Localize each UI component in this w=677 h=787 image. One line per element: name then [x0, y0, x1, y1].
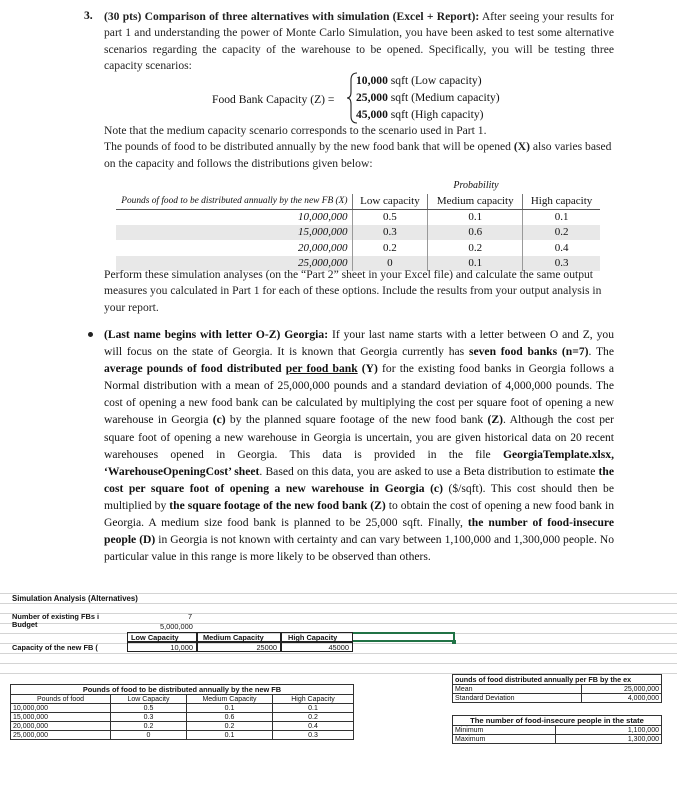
- dist-header-low[interactable]: Low Capacity: [111, 695, 187, 704]
- cap-medium-cell[interactable]: 25000: [197, 642, 281, 652]
- selected-cell-range[interactable]: [353, 632, 455, 642]
- probability-title: Probability: [453, 180, 499, 192]
- dist-title: Pounds of food to be distributed annually by the new FB: [11, 685, 354, 695]
- pounds-per-fb-table: [452, 674, 662, 703]
- prob-row: 20,000,000 0.2 0.2 0.4: [116, 240, 600, 256]
- gridline: [0, 663, 677, 664]
- budget-value[interactable]: 5,000,000: [160, 622, 193, 631]
- prob-row: 15,000,000 0.3 0.6 0.2: [116, 225, 600, 241]
- capacity-option-medium: 25,000 sqft (Medium capacity): [356, 91, 500, 104]
- probability-table: [116, 178, 600, 271]
- insecure-row: Minimum 1,100,000: [453, 726, 662, 735]
- gridline: [0, 653, 677, 654]
- question-title: (30 pts) Comparison of three alternatives with simulation (Excel + Report):: [104, 10, 480, 23]
- prob-row: 25,000,000 0 0.1 0.3: [116, 256, 600, 272]
- dist-header-medium[interactable]: Medium Capacity: [187, 695, 273, 704]
- dist-row: 10,000,000 0.5 0.1 0.1: [11, 704, 354, 713]
- dist-row: 15,000,000 0.3 0.6 0.2: [11, 713, 354, 722]
- note-text: Note that the medium capacity scenario corresponds to the scenario used in Part 1.: [104, 124, 487, 137]
- previous-page-fragment: [0, 0, 677, 4]
- dist-row: 25,000,000 0 0.1 0.3: [11, 731, 354, 740]
- pounds-row: Mean 25,000,000: [453, 685, 662, 694]
- question-intro-text: After seeing your results for part 1 and understanding the power of Monte Carlo Simulation, you have been asked to test some alternative scenarios regarding the capacity of the warehouse to be opened. Specifically, you will be testing three capacity scenarios:: [104, 10, 614, 72]
- dist-header-high[interactable]: High Capacity: [273, 695, 354, 704]
- question-intro: [104, 9, 614, 74]
- cap-low-cell[interactable]: 10,000: [127, 642, 197, 652]
- dist-header-pounds[interactable]: Pounds of food: [11, 695, 111, 704]
- cap-high-cell[interactable]: 45000: [281, 642, 353, 652]
- food-insecure-table: [452, 715, 662, 744]
- insecure-row: Maximum 1,300,000: [453, 735, 662, 744]
- existing-fbs-value[interactable]: 7: [188, 612, 193, 621]
- gridline: [0, 613, 677, 614]
- existing-fbs-label[interactable]: Number of existing FBs i: [12, 612, 100, 621]
- prob-col-high: High capacity: [523, 194, 600, 210]
- capacity-option-high: 45,000 sqft (High capacity): [356, 108, 484, 121]
- georgia-bullet: (Last name begins with letter O-Z) Georgia: If your last name starts with a letter between O and Z, you will focus on the state of Georgia. It is known that Georgia currently has seven food banks (n=7). The average pounds of food distributed per food bank (Y) for the existing food banks in Georgia follows a Normal distribution with a mean of 25,000,000 pounds and a standard deviation of 4,000,000 pounds. The cost of opening a new food bank can be calculated by multiplying the cost per square foot of opening a new warehouse in Georgia (c) by the planned square footage of the new food bank (Z). Although the cost per square foot of opening a new warehouse in Georgia is uncertain, you are given historical data on 20 recent warehouses opened in Georgia. This data is provided in the file GeorgiaTemplate.xlsx, ‘WarehouseOpeningCost’ sheet. Based on this data, you are asked to use a Beta distribution to estimate the cost per square foot of opening a new warehouse in Georgia (c) ($/sqft). This cost should then be multiplied by the square footage of the new food bank (Z) to obtain the cost of opening a new food bank in Georgia. A medium size food bank is planned to be 25,000 sqft. Finally, the number of food-insecure people (D) in Georgia is not known with certainty and can vary between 1,100,000 and 1,300,000 people. No particular value in this range is more likely to be observed than others.: [104, 328, 615, 564]
- capacity-option-low: 10,000 sqft (Low capacity): [356, 74, 482, 87]
- sheet-title: Simulation Analysis (Alternatives): [12, 594, 138, 603]
- question-number: 3.: [84, 9, 93, 22]
- budget-label[interactable]: Budget: [12, 620, 38, 629]
- cap-header-low-cell[interactable]: Low Capacity: [127, 632, 197, 642]
- perform-paragraph: Perform these simulation analyses (on the “Part 2” sheet in your Excel file) and calculate the same output measures you calculated in Part 1 for each of these options. Include the results from your output analysis in your report.: [104, 268, 602, 314]
- prob-row-header: Pounds of food to be distributed annually by the new FB (X): [116, 194, 352, 210]
- distribution-table: [10, 684, 354, 740]
- distribution-text: The pounds of food to be distributed annually by the new food bank that will be opened (X) also varies based on the capacity and follows the distributions given below:: [104, 140, 612, 170]
- prob-col-low: Low capacity: [352, 194, 428, 210]
- dist-row: 20,000,000 0.2 0.2 0.4: [11, 722, 354, 731]
- pounds-title[interactable]: ounds of food distributed annually per FB by the ex: [453, 675, 662, 685]
- gridline: [0, 603, 677, 604]
- cap-header-medium-cell[interactable]: Medium Capacity: [197, 632, 281, 642]
- capacity-label: Food Bank Capacity (Z) =: [212, 93, 335, 106]
- capacity-row-label[interactable]: Capacity of the new FB (: [12, 643, 98, 652]
- bullet-icon: [88, 332, 93, 337]
- prob-row: 10,000,000 0.5 0.1 0.1: [116, 209, 600, 225]
- gridline: [0, 623, 677, 624]
- note-block: [104, 123, 614, 172]
- cap-header-high-cell[interactable]: High Capacity: [281, 632, 353, 642]
- fill-handle[interactable]: [452, 640, 456, 644]
- capacity-options: [356, 72, 500, 123]
- pounds-row: Standard Deviation 4,000,000: [453, 694, 662, 703]
- prob-col-medium: Medium capacity: [428, 194, 523, 210]
- insecure-title[interactable]: The number of food-insecure people in the state: [453, 716, 662, 726]
